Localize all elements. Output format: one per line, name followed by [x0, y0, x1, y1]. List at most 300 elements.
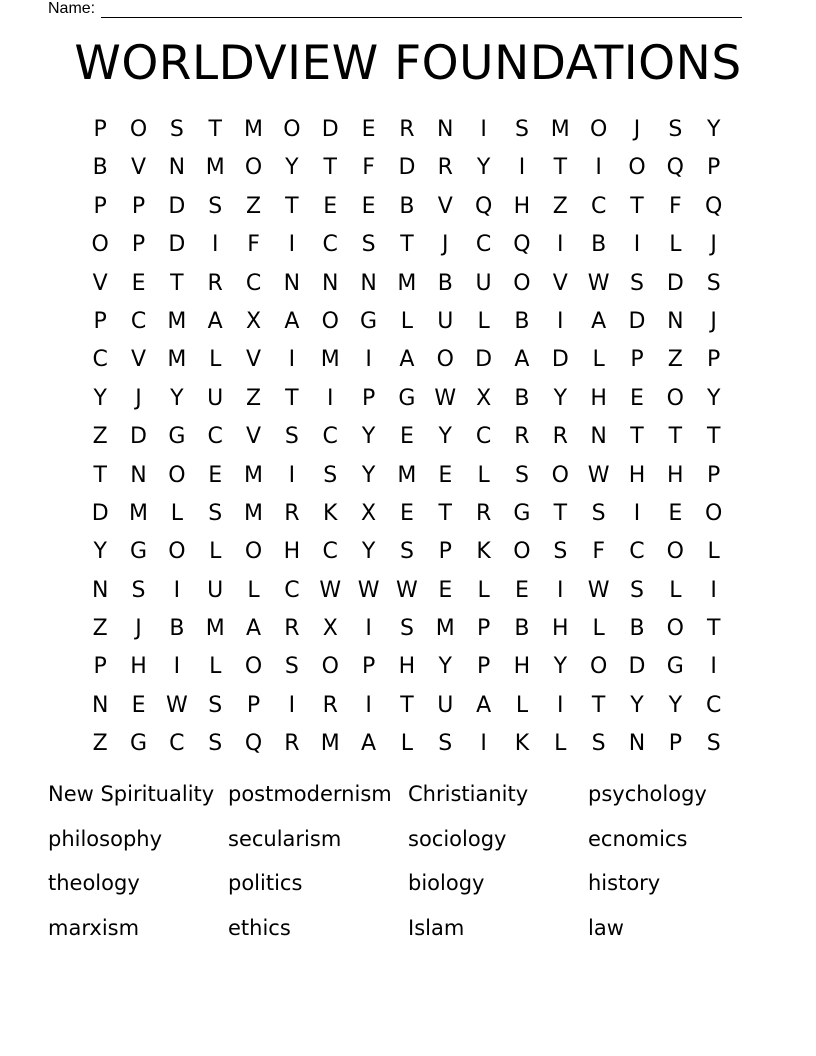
grid-letter: I [595, 155, 602, 181]
grid-row [81, 341, 733, 379]
grid-letter: Y [668, 692, 683, 718]
grid-letter: J [710, 308, 717, 334]
grid-letter: G [360, 308, 378, 334]
grid-letter: K [323, 500, 338, 526]
grid-letter: A [361, 731, 377, 757]
grid-letter: D [321, 117, 339, 142]
grid-letter: V [437, 193, 453, 219]
grid-letter: C [322, 232, 338, 258]
grid-letter: Z [667, 347, 683, 373]
name-blank-line [101, 2, 742, 18]
grid-letter: P [361, 385, 376, 411]
grid-letter: B [399, 193, 415, 219]
grid-letter: R [284, 616, 300, 642]
grid-letter: R [399, 117, 415, 142]
grid-letter: D [551, 347, 569, 373]
grid-letter: M [244, 500, 264, 526]
grid-letter: C [475, 232, 492, 258]
grid-letter: T [208, 117, 222, 142]
grid-letter: W [396, 577, 418, 603]
word-list-item: New Spirituality [48, 782, 215, 806]
grid-letter: N [283, 270, 301, 296]
grid-letter: S [706, 270, 721, 296]
grid-letter: E [668, 500, 683, 526]
grid-letter: Y [706, 117, 721, 142]
grid-letter: X [476, 385, 492, 411]
grid-letter: P [93, 654, 107, 680]
grid-letter: O [666, 539, 684, 565]
grid-letter: P [630, 347, 644, 373]
grid-letter: U [475, 270, 492, 296]
grid-letter: Z [246, 385, 262, 411]
grid-letter: D [168, 193, 186, 219]
grid-letter: T [438, 500, 452, 526]
grid-letter: W [434, 385, 457, 411]
grid-letter: P [361, 654, 376, 680]
grid-letter: L [554, 731, 567, 757]
grid-row [81, 457, 733, 495]
word-list-item: Islam [408, 916, 465, 941]
grid-letter: S [208, 731, 223, 757]
grid-letter: E [131, 692, 146, 718]
grid-letter: B [437, 270, 453, 296]
grid-letter: J [710, 232, 717, 258]
grid-letter: R [514, 424, 530, 450]
grid-letter: I [480, 117, 487, 142]
grid-letter: K [514, 731, 530, 757]
grid-letter: E [361, 117, 376, 142]
grid-letter: T [630, 424, 644, 450]
grid-letter: N [91, 577, 109, 603]
grid-letter: O [321, 654, 339, 680]
grid-row [81, 572, 733, 610]
grid-letter: O [283, 117, 301, 142]
name-field [48, 0, 742, 18]
grid-letter: Y [93, 539, 107, 565]
grid-letter: Q [244, 731, 263, 757]
grid-letter: M [167, 347, 187, 373]
grid-letter: L [209, 347, 222, 373]
grid-letter: J [135, 616, 142, 642]
grid-row [81, 265, 733, 303]
grid-letter: I [557, 692, 564, 718]
grid-letter: P [707, 347, 721, 373]
grid-letter: Y [476, 155, 491, 181]
grid-letter: D [628, 308, 646, 334]
grid-letter: S [514, 117, 529, 142]
grid-letter: Z [92, 731, 108, 757]
grid-letter: O [513, 539, 531, 565]
grid-letter: I [288, 232, 296, 258]
grid-letter: Y [438, 654, 452, 680]
grid-row [81, 725, 733, 763]
grid-letter: N [91, 692, 109, 718]
grid-letter: B [514, 616, 530, 642]
grid-letter: T [323, 155, 337, 181]
grid-letter: V [92, 270, 108, 296]
grid-letter: C [207, 424, 223, 450]
grid-letter: R [322, 692, 338, 718]
grid-letter: P [93, 117, 107, 142]
grid-letter: Z [246, 193, 262, 219]
grid-letter: O [666, 385, 684, 411]
word-list-item: secularism [228, 826, 342, 851]
grid-letter: K [476, 539, 491, 565]
grid-letter: B [629, 616, 645, 642]
word-list-item: ecnomics [588, 826, 688, 851]
grid-letter: S [514, 462, 529, 488]
grid-letter: M [550, 117, 570, 142]
grid-letter: S [399, 616, 414, 642]
grid-letter: E [131, 270, 146, 296]
grid-letter: T [285, 193, 299, 219]
grid-letter: T [400, 692, 414, 718]
grid-letter: L [209, 539, 222, 565]
grid-letter: S [591, 731, 606, 757]
grid-letter: P [476, 654, 491, 680]
grid-letter: D [130, 424, 147, 450]
grid-letter: N [590, 424, 607, 450]
grid-letter: F [362, 155, 375, 181]
grid-letter: O [168, 539, 186, 565]
grid-letter: Y [630, 692, 644, 718]
grid-letter: N [437, 117, 454, 142]
grid-letter: S [131, 577, 146, 603]
grid-letter: E [208, 462, 223, 488]
grid-letter: H [552, 616, 569, 642]
grid-letter: Y [438, 424, 452, 450]
grid-letter: N [168, 155, 186, 181]
grid-letter: B [514, 308, 530, 334]
grid-letter: W [587, 270, 610, 296]
grid-letter: X [322, 616, 338, 642]
grid-letter: F [669, 193, 682, 219]
grid-letter: S [208, 692, 223, 718]
grid-letter: I [365, 692, 372, 718]
word-bank [48, 775, 768, 954]
grid-row [81, 495, 733, 533]
grid-letter: J [135, 385, 142, 411]
grid-letter: O [91, 232, 109, 258]
grid-letter: L [170, 500, 183, 526]
word-list-item: politics [228, 871, 303, 896]
word-list-item: ethics [228, 916, 291, 941]
grid-letter: N [360, 270, 377, 296]
grid-letter: C [322, 539, 338, 565]
grid-letter: U [437, 308, 454, 334]
grid-letter: A [399, 347, 415, 373]
word-list-item: marxism [48, 916, 140, 941]
grid-letter: H [590, 385, 607, 411]
grid-letter: M [320, 347, 340, 373]
grid-letter: M [244, 462, 264, 488]
grid-letter: O [628, 155, 646, 181]
grid-letter: S [361, 232, 376, 258]
grid-row [81, 149, 733, 187]
grid-letter: D [666, 270, 684, 296]
grid-letter: S [630, 270, 644, 296]
grid-row [81, 687, 733, 725]
grid-row [81, 648, 733, 686]
grid-letter: H [398, 654, 416, 680]
grid-letter: D [475, 347, 493, 373]
grid-letter: U [437, 692, 454, 718]
grid-letter: S [630, 577, 644, 603]
grid-letter: Y [170, 385, 184, 411]
grid-letter: I [557, 308, 564, 334]
grid-letter: O [244, 539, 263, 565]
grid-letter: D [91, 500, 109, 526]
grid-letter: I [480, 731, 487, 757]
grid-letter: L [247, 577, 260, 603]
grid-letter: P [668, 731, 682, 757]
puzzle-title: WORLDVIEW FOUNDATIONS [74, 36, 742, 91]
grid-letter: P [707, 155, 721, 181]
grid-letter: S [323, 462, 338, 488]
grid-letter: U [207, 385, 224, 411]
grid-letter: I [288, 692, 296, 718]
grid-letter: R [552, 424, 568, 450]
grid-letter: Y [93, 385, 107, 411]
grid-row [81, 226, 733, 264]
grid-letter: Y [553, 654, 568, 680]
grid-letter: T [668, 424, 683, 450]
grid-letter: T [170, 270, 184, 296]
grid-letter: H [513, 193, 531, 219]
grid-letter: Y [361, 462, 376, 488]
grid-letter: M [397, 270, 417, 296]
grid-letter: I [211, 232, 219, 258]
grid-letter: Z [92, 616, 108, 642]
grid-letter: E [438, 462, 453, 488]
letter-grid [81, 111, 733, 764]
grid-letter: S [553, 539, 568, 565]
grid-letter: I [557, 232, 564, 258]
grid-letter: R [284, 500, 300, 526]
grid-row [81, 533, 733, 571]
grid-letter: P [131, 193, 146, 219]
grid-letter: G [129, 539, 148, 565]
grid-letter: H [513, 654, 531, 680]
grid-letter: G [129, 731, 148, 757]
grid-letter: O [589, 654, 608, 680]
grid-letter: I [173, 577, 181, 603]
grid-letter: M [205, 155, 225, 181]
grid-letter: S [668, 117, 683, 142]
grid-letter: I [173, 654, 181, 680]
grid-letter: P [707, 462, 721, 488]
grid-letter: P [476, 616, 491, 642]
grid-letter: S [284, 424, 299, 450]
grid-letter: C [130, 308, 147, 334]
word-list-item: history [588, 871, 661, 896]
grid-letter: A [246, 616, 262, 642]
grid-letter: T [93, 462, 107, 488]
grid-letter: L [592, 347, 605, 373]
word-list-item: Christianity [408, 782, 529, 806]
grid-letter: T [630, 193, 644, 219]
grid-letter: P [93, 193, 107, 219]
grid-letter: S [208, 193, 223, 219]
grid-letter: S [399, 539, 414, 565]
grid-letter: Y [706, 385, 721, 411]
grid-letter: I [518, 155, 526, 181]
grid-letter: H [667, 462, 684, 488]
grid-letter: L [669, 577, 682, 603]
grid-letter: O [321, 308, 339, 334]
grid-letter: T [553, 155, 568, 181]
grid-letter: C [92, 347, 108, 373]
grid-letter: A [284, 308, 300, 334]
grid-row [81, 610, 733, 648]
grid-letter: W [357, 577, 380, 603]
grid-letter: W [587, 462, 610, 488]
grid-letter: B [169, 616, 185, 642]
grid-letter: T [285, 385, 299, 411]
grid-letter: S [591, 500, 606, 526]
grid-letter: L [209, 654, 222, 680]
grid-row [81, 418, 733, 456]
word-list-item: law [588, 916, 624, 941]
grid-letter: M [244, 117, 264, 142]
grid-letter: Y [361, 424, 376, 450]
grid-letter: B [92, 155, 108, 181]
grid-letter: L [669, 232, 682, 258]
grid-letter: Q [513, 232, 531, 258]
grid-letter: G [398, 385, 416, 411]
grid-letter: A [207, 308, 223, 334]
grid-letter: I [288, 347, 296, 373]
grid-row [81, 111, 733, 149]
grid-letter: C [705, 692, 722, 718]
grid-letter: I [633, 500, 641, 526]
grid-letter: D [628, 654, 646, 680]
grid-letter: C [284, 577, 300, 603]
grid-letter: G [168, 424, 186, 450]
grid-letter: N [667, 308, 684, 334]
grid-letter: E [323, 193, 338, 219]
grid-letter: N [130, 462, 147, 488]
grid-letter: O [551, 462, 569, 488]
grid-letter: P [131, 232, 146, 258]
grid-letter: G [513, 500, 531, 526]
grid-letter: F [247, 232, 260, 258]
grid-letter: P [438, 539, 452, 565]
grid-letter: Q [666, 155, 684, 181]
grid-row [81, 303, 733, 341]
grid-letter: M [167, 308, 187, 334]
grid-letter: G [666, 654, 684, 680]
grid-letter: E [515, 577, 529, 603]
grid-letter: L [477, 577, 490, 603]
grid-letter: Z [92, 424, 108, 450]
grid-letter: H [628, 462, 646, 488]
grid-letter: L [477, 462, 490, 488]
grid-letter: D [398, 155, 416, 181]
name-label: Name: [48, 0, 96, 17]
grid-letter: R [475, 500, 492, 526]
grid-row [81, 380, 733, 418]
grid-letter: Y [553, 385, 568, 411]
grid-letter: C [590, 193, 607, 219]
grid-letter: T [553, 500, 568, 526]
grid-letter: M [320, 731, 340, 757]
grid-letter: V [130, 347, 147, 373]
word-list-item: postmodernism [228, 782, 392, 806]
grid-letter: L [477, 308, 490, 334]
grid-letter: R [437, 155, 453, 181]
grid-letter: F [592, 539, 605, 565]
grid-letter: B [514, 385, 530, 411]
grid-letter: O [589, 117, 608, 142]
grid-letter: X [246, 308, 262, 334]
grid-letter: I [710, 654, 717, 680]
word-list-item: philosophy [48, 826, 163, 851]
grid-letter: Y [285, 155, 299, 181]
grid-letter: W [319, 577, 342, 603]
grid-letter: O [244, 155, 263, 181]
grid-letter: C [475, 424, 492, 450]
grid-letter: I [710, 577, 717, 603]
grid-letter: T [706, 616, 721, 642]
grid-letter: C [245, 270, 262, 296]
grid-letter: S [284, 654, 299, 680]
grid-letter: U [207, 577, 224, 603]
grid-letter: N [322, 270, 339, 296]
grid-letter: J [442, 232, 449, 258]
grid-letter: T [706, 424, 721, 450]
grid-letter: E [399, 424, 414, 450]
grid-letter: E [630, 385, 644, 411]
grid-letter: I [365, 347, 372, 373]
grid-letter: L [400, 308, 414, 334]
grid-letter: O [168, 462, 186, 488]
grid-letter: T [400, 232, 414, 258]
grid-letter: B [591, 232, 607, 258]
grid-letter: C [169, 731, 185, 757]
grid-letter: E [399, 500, 414, 526]
grid-letter: O [129, 117, 148, 142]
grid-letter: S [438, 731, 453, 757]
grid-letter: Y [361, 539, 376, 565]
grid-letter: E [361, 193, 376, 219]
grid-letter: V [246, 424, 262, 450]
word-list-item: theology [48, 871, 140, 896]
grid-letter: I [326, 385, 334, 411]
grid-letter: J [633, 117, 641, 142]
grid-letter: A [591, 308, 607, 334]
grid-letter: D [168, 232, 186, 258]
grid-letter: A [476, 692, 492, 718]
grid-letter: V [552, 270, 568, 296]
grid-letter: O [705, 500, 723, 526]
grid-letter: V [246, 347, 262, 373]
grid-letter: L [707, 539, 720, 565]
grid-letter: L [400, 731, 414, 757]
grid-letter: M [435, 616, 455, 642]
grid-row [81, 188, 733, 226]
grid-letter: S [169, 117, 184, 142]
grid-letter: R [284, 731, 300, 757]
grid-letter: N [628, 731, 646, 757]
grid-letter: L [592, 616, 605, 642]
grid-letter: Z [552, 193, 568, 219]
grid-letter: M [129, 500, 148, 526]
grid-letter: I [288, 462, 296, 488]
grid-letter: O [244, 654, 263, 680]
grid-letter: Q [705, 193, 723, 219]
grid-letter: O [436, 347, 454, 373]
